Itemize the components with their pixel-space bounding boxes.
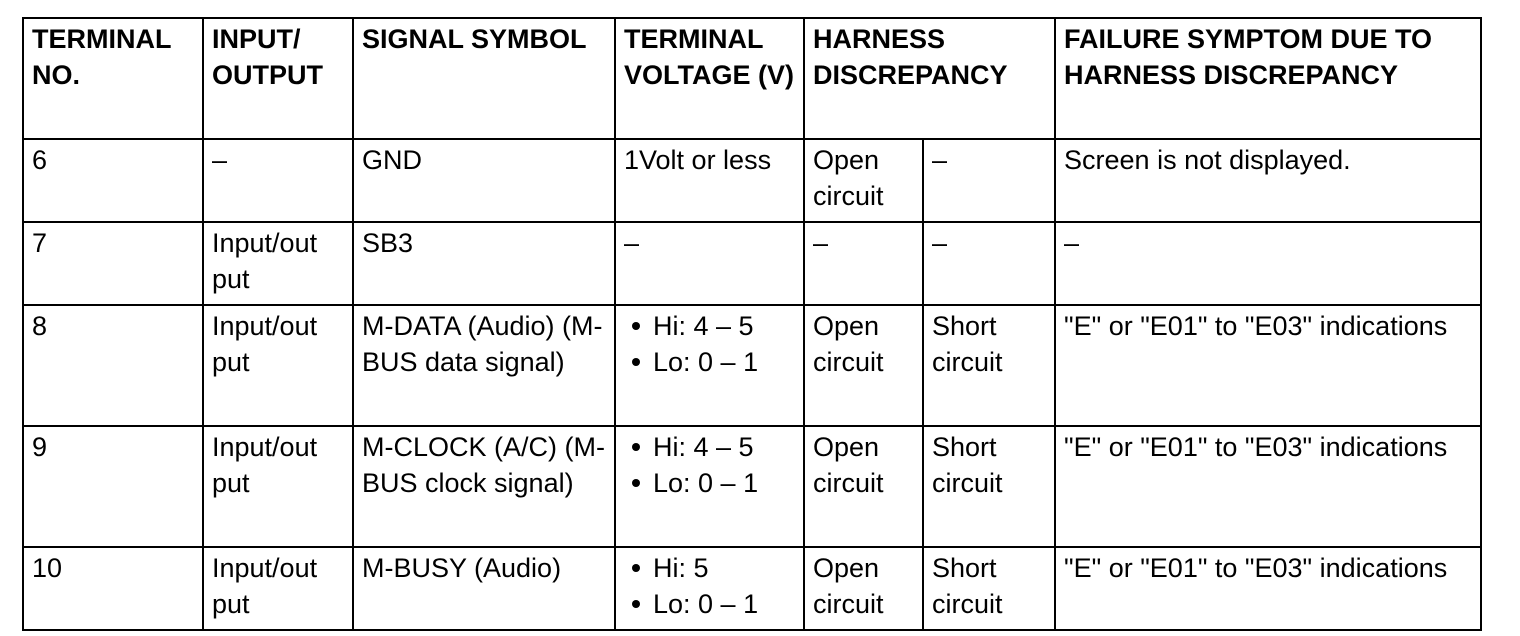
header-harness-discrepancy: HARNESS DISCREPANCY	[804, 18, 1055, 139]
voltage-lo: Lo: 0 – 1	[624, 344, 795, 380]
open-circuit-cell: Open circuit	[804, 426, 923, 547]
terminal-cell: 8	[23, 305, 203, 426]
table-row	[23, 426, 1481, 547]
short-circuit-cell: Short circuit	[923, 547, 1055, 630]
terminal-spec-table	[22, 17, 1482, 631]
open-circuit-cell: Open circuit	[804, 139, 923, 222]
voltage-hi: Hi: 4 – 5	[624, 429, 795, 465]
open-circuit-cell: Open circuit	[804, 547, 923, 630]
io-cell: Input/out put	[203, 426, 353, 547]
symptom-cell: "E" or "E01" to "E03" indications	[1055, 305, 1481, 426]
table-row	[23, 547, 1481, 630]
symptom-cell: Screen is not displayed.	[1055, 139, 1481, 222]
header-failure-symptom: FAILURE SYMPTOM DUE TO HARNESS DISCREPANCY	[1055, 18, 1481, 139]
symptom-cell: –	[1055, 222, 1481, 305]
header-input-output: INPUT/ OUTPUT	[203, 18, 353, 139]
io-cell: Input/out put	[203, 547, 353, 630]
table-row	[23, 139, 1481, 222]
terminal-cell: 6	[23, 139, 203, 222]
table-row	[23, 222, 1481, 305]
open-circuit-cell: Open circuit	[804, 305, 923, 426]
voltage-cell: –	[615, 222, 804, 305]
voltage-lo: Lo: 0 – 1	[624, 586, 795, 622]
table-row	[23, 305, 1481, 426]
voltage-list	[624, 550, 795, 622]
io-cell: Input/out put	[203, 305, 353, 426]
header-signal-symbol: SIGNAL SYMBOL	[353, 18, 615, 139]
header-row	[23, 18, 1481, 139]
symptom-cell: "E" or "E01" to "E03" indications	[1055, 426, 1481, 547]
voltage-cell	[615, 547, 804, 630]
signal-cell: GND	[353, 139, 615, 222]
short-circuit-cell: Short circuit	[923, 426, 1055, 547]
open-circuit-cell: –	[804, 222, 923, 305]
voltage-cell: 1Volt or less	[615, 139, 804, 222]
short-circuit-cell: –	[923, 222, 1055, 305]
voltage-hi: Hi: 5	[624, 550, 795, 586]
header-terminal-voltage: TERMINAL VOLTAGE (V)	[615, 18, 804, 139]
signal-cell: M-BUSY (Audio)	[353, 547, 615, 630]
terminal-cell: 7	[23, 222, 203, 305]
io-cell: Input/out put	[203, 222, 353, 305]
terminal-cell: 9	[23, 426, 203, 547]
voltage-lo: Lo: 0 – 1	[624, 465, 795, 501]
symptom-cell: "E" or "E01" to "E03" indications	[1055, 547, 1481, 630]
signal-cell: SB3	[353, 222, 615, 305]
voltage-list	[624, 429, 795, 501]
voltage-cell	[615, 305, 804, 426]
signal-cell: M-DATA (Audio) (M-BUS data signal)	[353, 305, 615, 426]
signal-cell: M-CLOCK (A/C) (M-BUS clock signal)	[353, 426, 615, 547]
short-circuit-cell: Short circuit	[923, 305, 1055, 426]
header-terminal-no: TERMINAL NO.	[23, 18, 203, 139]
short-circuit-cell: –	[923, 139, 1055, 222]
terminal-cell: 10	[23, 547, 203, 630]
voltage-hi: Hi: 4 – 5	[624, 308, 795, 344]
voltage-list	[624, 308, 795, 380]
voltage-cell	[615, 426, 804, 547]
io-cell: –	[203, 139, 353, 222]
